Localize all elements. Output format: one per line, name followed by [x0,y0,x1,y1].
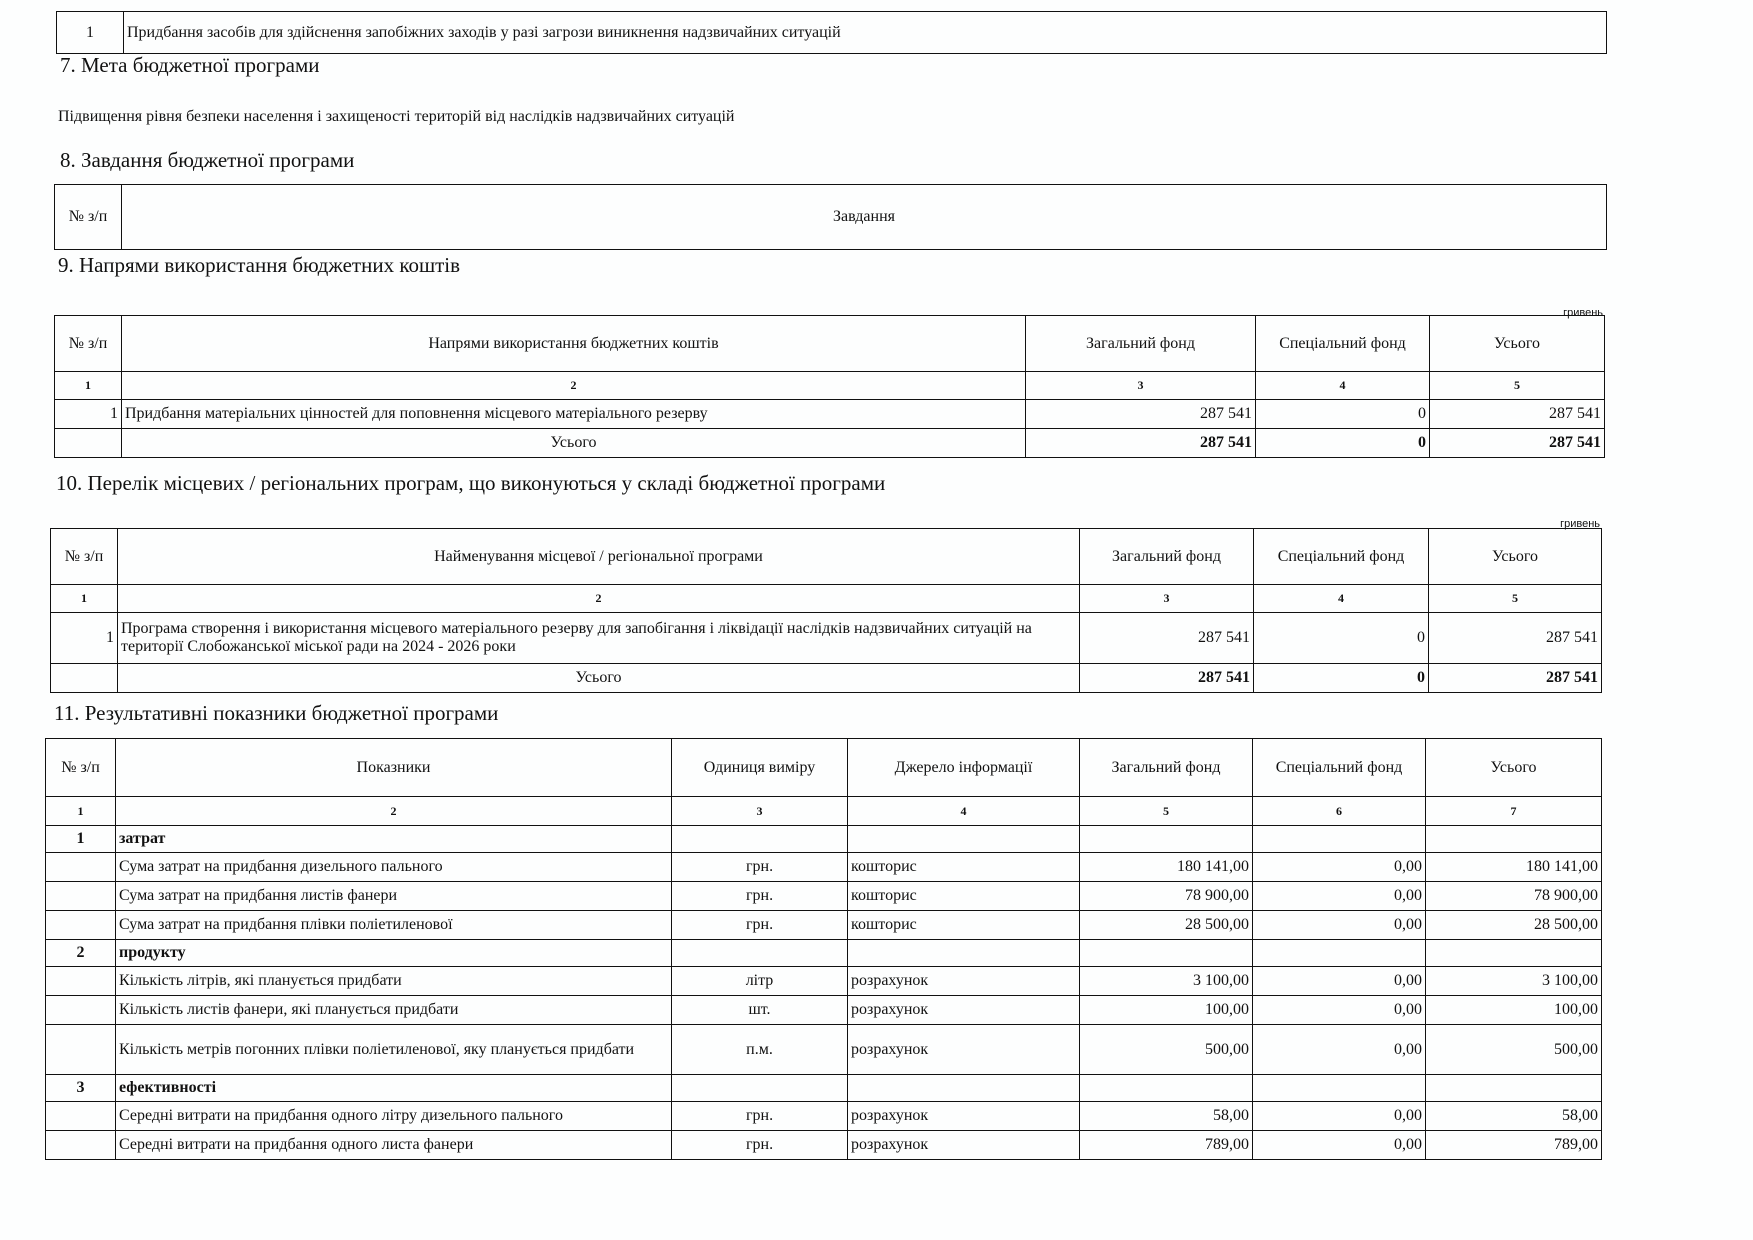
column-header: Спеціальний фонд [1254,529,1429,585]
currency-unit: гривень [1563,307,1603,319]
section-10-title: 10. Перелік місцевих / регіональних програм, що виконуються у складі бюджетної програми [56,471,886,495]
general-fund: 58,00 [1080,1102,1253,1131]
column-header: Усього [1429,529,1602,585]
general-fund: 3 100,00 [1080,967,1253,996]
total: 287 541 [1429,613,1602,664]
empty-cell [46,1025,116,1075]
column-header: Найменування місцевої / регіональної програми [118,529,1080,585]
general-fund: 500,00 [1080,1025,1253,1075]
empty-cell [672,826,848,853]
general-fund: 180 141,00 [1080,853,1253,882]
special-fund: 0,00 [1253,967,1426,996]
column-header: Усього [1430,316,1605,372]
table-row [46,1131,1602,1160]
unit: грн. [672,1102,848,1131]
empty-cell [848,1075,1080,1102]
column-number: 5 [1430,372,1605,400]
column-number: 5 [1429,585,1602,613]
task-num: 1 [57,12,124,54]
group-num: 1 [46,826,116,853]
special-fund: 0,00 [1253,882,1426,911]
empty-cell [1080,826,1253,853]
total-general: 287 541 [1080,664,1254,693]
column-header: Одиниця виміру [672,739,848,797]
group-name: ефективності [116,1075,672,1102]
empty-cell [46,853,116,882]
column-number: 4 [1254,585,1429,613]
empty-cell [46,1102,116,1131]
column-header: Спеціальний фонд [1253,739,1426,797]
empty-cell [55,429,122,458]
row-num: 1 [51,613,118,664]
col-task-header: Завдання [122,185,1607,250]
spending-directions-table [54,315,1605,458]
general-fund: 100,00 [1080,996,1253,1025]
special-fund: 0,00 [1253,1025,1426,1075]
total-label: Усього [122,429,1026,458]
col-num-header: № з/п [55,185,122,250]
unit: грн. [672,1131,848,1160]
empty-cell [46,996,116,1025]
unit: шт. [672,996,848,1025]
column-number-row [55,372,1605,400]
total: 58,00 [1426,1102,1602,1131]
column-header: Спеціальний фонд [1256,316,1430,372]
total: 287 541 [1430,400,1605,429]
header-row [46,739,1602,797]
section-7-title: 7. Мета бюджетної програми [60,53,320,77]
group-name: продукту [116,940,672,967]
special-fund: 0,00 [1253,1131,1426,1160]
total-sum: 287 541 [1430,429,1605,458]
row-name: Придбання матеріальних цінностей для поповнення місцевого матеріального резерву [122,400,1026,429]
table-row [46,967,1602,996]
empty-cell [848,826,1080,853]
source: розрахунок [848,996,1080,1025]
local-programs-table [50,528,1602,693]
column-number: 3 [1080,585,1254,613]
performance-indicators-table [45,738,1602,1160]
column-header: Загальний фонд [1080,739,1253,797]
column-number: 6 [1253,797,1426,826]
total: 100,00 [1426,996,1602,1025]
source: розрахунок [848,1102,1080,1131]
unit: грн. [672,882,848,911]
table-row [46,911,1602,940]
table-row [51,613,1602,664]
column-header: Усього [1426,739,1602,797]
indicator-name: Кількість літрів, які планується придбати [116,967,672,996]
column-header: Загальний фонд [1080,529,1254,585]
total: 28 500,00 [1426,911,1602,940]
indicator-name: Сума затрат на придбання плівки поліетиленової [116,911,672,940]
group-num: 3 [46,1075,116,1102]
total-sum: 287 541 [1429,664,1602,693]
source: розрахунок [848,1131,1080,1160]
empty-cell [1426,1075,1602,1102]
special-fund: 0 [1254,613,1429,664]
column-number-row [46,797,1602,826]
general-fund: 287 541 [1080,613,1254,664]
empty-cell [672,1075,848,1102]
row-name: Програма створення і використання місцевого матеріального резерву для запобігання і ліквідації наслідків надзвичайних ситуацій на території Слобожанської міської ради на 2024 - 2026 роки [118,613,1080,664]
general-fund: 789,00 [1080,1131,1253,1160]
source: кошторис [848,853,1080,882]
tasks-table [54,184,1607,250]
column-number: 4 [848,797,1080,826]
group-num: 2 [46,940,116,967]
column-number: 3 [1026,372,1256,400]
column-number: 1 [55,372,122,400]
total-row [55,429,1605,458]
table-row [46,853,1602,882]
section-11-title: 11. Результативні показники бюджетної програми [54,701,499,725]
column-header: № з/п [46,739,116,797]
special-fund: 0,00 [1253,853,1426,882]
program-goal: Підвищення рівня безпеки населення і захищеності територій від наслідків надзвичайних ситуацій [58,108,735,125]
empty-cell [1253,826,1426,853]
column-number: 3 [672,797,848,826]
general-fund: 78 900,00 [1080,882,1253,911]
header-row [55,316,1605,372]
column-header: № з/п [51,529,118,585]
special-fund: 0 [1256,400,1430,429]
total: 500,00 [1426,1025,1602,1075]
column-number: 1 [51,585,118,613]
total-label: Усього [118,664,1080,693]
empty-cell [46,882,116,911]
header-row [51,529,1602,585]
unit: грн. [672,853,848,882]
column-header: Напрями використання бюджетних коштів [122,316,1026,372]
column-number: 2 [118,585,1080,613]
total: 78 900,00 [1426,882,1602,911]
total-special: 0 [1254,664,1429,693]
table-row [46,882,1602,911]
indicator-name: Середні витрати на придбання одного листа фанери [116,1131,672,1160]
table-row [46,1102,1602,1131]
column-number: 7 [1426,797,1602,826]
group-row [46,826,1602,853]
source: кошторис [848,882,1080,911]
total: 3 100,00 [1426,967,1602,996]
column-number: 4 [1256,372,1430,400]
general-fund: 287 541 [1026,400,1256,429]
special-fund: 0,00 [1253,996,1426,1025]
table-row [55,400,1605,429]
column-header: Показники [116,739,672,797]
currency-unit: гривень [1560,518,1600,530]
source: розрахунок [848,1025,1080,1075]
table-row [46,996,1602,1025]
general-fund: 28 500,00 [1080,911,1253,940]
task-row-table [56,11,1607,54]
empty-cell [672,940,848,967]
empty-cell [46,967,116,996]
empty-cell [848,940,1080,967]
empty-cell [1253,1075,1426,1102]
column-number-row [51,585,1602,613]
empty-cell [1426,826,1602,853]
empty-cell [1080,940,1253,967]
empty-cell [1080,1075,1253,1102]
row-num: 1 [55,400,122,429]
section-8-title: 8. Завдання бюджетної програми [60,148,355,172]
total: 789,00 [1426,1131,1602,1160]
source: розрахунок [848,967,1080,996]
indicator-name: Сума затрат на придбання листів фанери [116,882,672,911]
column-number: 5 [1080,797,1253,826]
group-row [46,940,1602,967]
column-number: 2 [116,797,672,826]
special-fund: 0,00 [1253,1102,1426,1131]
indicator-name: Кількість листів фанери, які планується придбати [116,996,672,1025]
column-header: Джерело інформації [848,739,1080,797]
unit: літр [672,967,848,996]
unit: грн. [672,911,848,940]
group-row [46,1075,1602,1102]
indicator-name: Кількість метрів погонних плівки поліетиленової, яку планується придбати [116,1025,672,1075]
total-general: 287 541 [1026,429,1256,458]
empty-cell [51,664,118,693]
unit: п.м. [672,1025,848,1075]
table-row [46,1025,1602,1075]
total: 180 141,00 [1426,853,1602,882]
indicator-name: Середні витрати на придбання одного літру дизельного пального [116,1102,672,1131]
task-text: Придбання засобів для здійснення запобіжних заходів у разі загрози виникнення надзвичайних ситуацій [124,12,1607,54]
total-special: 0 [1256,429,1430,458]
empty-cell [46,911,116,940]
total-row [51,664,1602,693]
column-header: № з/п [55,316,122,372]
column-number: 1 [46,797,116,826]
group-name: затрат [116,826,672,853]
column-number: 2 [122,372,1026,400]
section-9-title: 9. Напрями використання бюджетних коштів [58,253,461,277]
column-header: Загальний фонд [1026,316,1256,372]
empty-cell [1426,940,1602,967]
special-fund: 0,00 [1253,911,1426,940]
empty-cell [46,1131,116,1160]
empty-cell [1253,940,1426,967]
source: кошторис [848,911,1080,940]
indicator-name: Сума затрат на придбання дизельного пального [116,853,672,882]
